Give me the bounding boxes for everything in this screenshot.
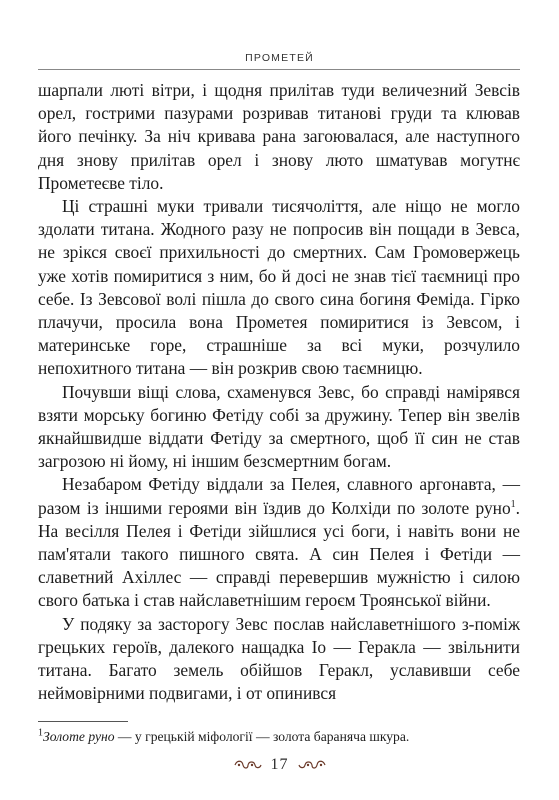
footnote-rule [38, 721, 128, 722]
footnote [38, 728, 520, 745]
running-head: ПРОМЕТЕЙ [245, 52, 314, 64]
paragraph-4-text-end: . На весілля Пелея і Фетіди зійшлися усі боги, і навіть вони не пам'ятали такого пишного свята. А син Пелея і Фетіди — славетний Ахіллес — справді перевершив мужністю і силою свого батька і став найславетнішим героєм Троянської війни. [38, 497, 520, 611]
ornament-right-icon [297, 759, 327, 771]
footnote-reference: 1 [510, 498, 516, 510]
page-footer [0, 756, 559, 774]
footnote-number: 1 [38, 727, 43, 739]
page-number: 17 [270, 756, 289, 774]
footnote-term: Золоте руно [43, 729, 115, 744]
paragraph-4-text-start: Незабаром Фетіду віддали за Пелея, славного аргонавта, — разом із іншими героями він їздив до Колхіди по золоте руно [38, 474, 520, 518]
footnote-definition: — у грецькій міфології — золота бараняча шкура. [114, 729, 410, 744]
header-rule [38, 69, 520, 70]
paragraph-3: Почувши віщі слова, схаменувся Зевс, бо справді намірявся взяти морську богиню Фетіду собі за дружину. Тепер він звелів якнайшвидше віддати Фетіду за смертного, щоб її син не став загрозою ні йому, ні іншим безсмертним богам. [38, 381, 520, 472]
ornament-left-icon [233, 759, 263, 771]
paragraph-2: Ці страшні муки тривали тисячоліття, але ніщо не могло здолати титана. Жодного разу не попросив він пощади в Зевса, не зрікся своєї прихильності до смертних. Сам Громовержець уже хотів помиритися з ним, бо й досі не знав тієї таємниці про себе. Із Зевсової волі пішла до свого сина богиня Феміда. Гірко плачучи, просила вона Прометея помиритися із Зевсом, і материнське горе, страшніше за всі муки, розчулило непохитного титана — він розкрив свою таємницю. [38, 196, 520, 379]
paragraph-4 [38, 473, 520, 612]
paragraph-5: У подяку за засторогу Зевс послав найславетнішого з-поміж грецьких героїв, далекого нащадка Іо — Геракла — звільнити титана. Багато земель обійшов Геракл, уславивши себе неймовірними подвигами, і от опинився [38, 613, 520, 704]
body-text [38, 79, 520, 705]
paragraph-1: шарпали люті вітри, і щодня прилітав туди величезний Зевсів орел, гострими пазурами розривав титанові груди та клював його печінку. За ніч кривава рана загоювалася, але наступного дня знову прилітав орел і знову люто шматував могутнє Прометеєве тіло. [38, 80, 520, 193]
